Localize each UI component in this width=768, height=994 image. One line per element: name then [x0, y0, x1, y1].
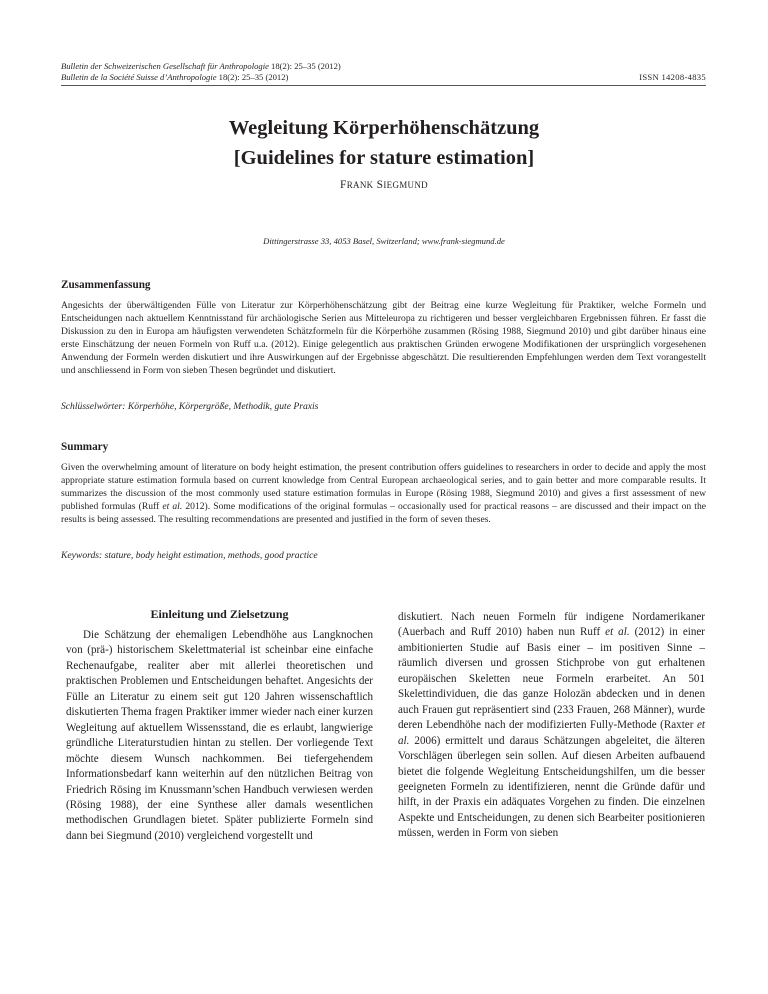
author-last-initial: S: [376, 179, 384, 191]
journal-ref-fr: 18(2): 25–35 (2012): [216, 72, 289, 82]
body-right-column: [398, 610, 705, 842]
author-first-initial: F: [340, 179, 347, 191]
schluesselwoerter: Schlüsselwörter: Körperhöhe, Körpergröße, Methodik, gute Praxis: [61, 401, 319, 412]
body-text-part: (2012) in einer ambitionierten Studie auf Basis einer – im positiven Sinne – räumlich diversen und grossen Stichprobe von gut erhaltenen europäischen Skeletten neue Formeln erarbeitet. An 501 Skelettindividuen, die das ganze Holozän abdecken und in denen auch Frauen gut repräsentiert sind (233 Frauen, 268 Männer), wurde deren Lebendhöhe nach der modifizierten Fully-Methode (Raxter: [398, 626, 705, 732]
body-left-column: Die Schätzung der ehemaligen Lebendhöhe aus Langknochen von (prä-) historischem Skelettmaterial ist scheinbar eine einfache Rechenaufgabe, realiter aber mit allerlei theoretischen und praktischen Problemen und Entscheidungen behaftet. Angesichts der Fülle an Literatur zu einem seit gut 120 Jahren wissenschaftlich diskutierten Thema fragen Praktiker immer wieder nach einer kurzen Wegleitung auf aktuellem Wissensstand, die es erlaubt, langwierige gründliche Literaturstudien hintan zu stellen. Der vorliegende Text möchte diesem Wunsch nachkommen. Bei tiefergehendem Informationsbedarf kann weiterhin auf den nützlichen Beitrag von Friedrich Rösing im Knussmann’schen Handbuch verwiesen werden (Rösing 1988), der eine Synthese aller damals wesentlichen methodischen Grundlagen bietet. Später publizierte Formeln sind dann bei Siegmund (2010) vergleichend vorgestellt und: [66, 629, 373, 842]
running-header: [61, 61, 706, 83]
journal-line-fr: [61, 72, 706, 83]
header-divider: [61, 85, 706, 86]
issn: ISSN 14208-4835: [639, 72, 706, 82]
summary-text-part: Given the overwhelming amount of literature on body height estimation, the present contribution offers guidelines to researchers in order to decide and apply the most appropriate stature estimation formula based on current knowledge from Central European archaeological series, and to gain better and more comparable results. It summarizes the discussion of the most commonly used stature estimation formulas in Europe (Rösing 1988, Siegmund 2010) and gives a first assessment of new published formulas (Ruff: [61, 462, 706, 513]
title-english: [Guidelines for stature estimation]: [233, 147, 535, 169]
zusammenfassung-heading: Zusammenfassung: [61, 279, 151, 291]
author-address: Dittingerstrasse 33, 4053 Basel, Switzerland; www.frank-siegmund.de: [263, 236, 505, 246]
summary-keywords: Keywords: stature, body height estimation, methods, good practice: [61, 550, 318, 561]
title-german: Wegleitung Körperhöhenschätzung: [228, 117, 540, 139]
author-last-rest: IEGMUND: [383, 180, 428, 190]
journal-name-fr: Bulletin de la Société Suisse d’Anthropologie: [61, 72, 217, 82]
body-etal: et al.: [398, 719, 705, 747]
summary-text-part: 2012). Some modifications of the original formulas – occasionally used for practical reasons – are discussed and their impact on the results is being assessed. The resulting recommendations are presented and justified in the form of seven theses.: [61, 501, 707, 526]
summary-heading: Summary: [61, 441, 109, 453]
body-etal: et al.: [605, 626, 630, 639]
summary-etal: et al.: [162, 501, 183, 513]
journal-line-de: [61, 61, 706, 72]
body-text-part: diskutiert. Nach neuen Formeln für indigene Nordamerikaner (Auerbach and Ruff 2010) haben nun Ruff: [398, 611, 705, 639]
section-heading-einleitung: Einleitung und Zielsetzung: [150, 607, 289, 621]
journal-ref-de: 18(2): 25–35 (2012): [268, 61, 341, 71]
author-name: [0, 179, 768, 191]
body-text-part: 2006) ermittelt und daraus Schätzungen abgeleitet, die älteren Vorschlägen überlegen sein sollen. Auf diesen Arbeiten aufbauend bietet die folgende Wegleitung Entscheidungshilfen, um die besser geeigneten Formeln zu identifizieren, nennt die Gründe dafür und hilft, in der Praxis ein adäquates Vorgehen zu finden. Die einzelnen Aspekte und Entscheidungen, zu denen sich Bearbeiter positionieren müssen, werden in Form von sieben: [398, 734, 705, 840]
author-first-rest: RANK: [346, 180, 374, 190]
journal-name-de: Bulletin der Schweizerischen Gesellschaft für Anthropologie: [61, 61, 269, 71]
zusammenfassung-text: Angesichts der überwältigenden Fülle von Literatur zur Körperhöhenschätzung gibt der Beitrag eine kurze Wegleitung für Praktiker, welche Formeln und Entscheidungen nach aktuellem Kenntnisstand für archäologische Serien aus Mitteleuropa zu richtigeren und besser vergleichbaren Ergebnissen führen. Er fasst die Diskussion zu den in Europa am häufigsten verwendeten Schätzformeln für die Körperhöhe zusammen (Rösing 1988, Siegmund 2010) und gibt darüber hinaus eine erste Einschätzung der neuen Formeln von Ruff u.a. (2012). Einige gelegentlich aus praktischen Gründen erwogene Modifikationen der ursprünglich vorgesehenen Anwendung der Formeln werden diskutiert und ihre Auswirkungen auf der Ergebnisse abgeschätzt. Die resultierenden Empfehlungen werden dem Text vorangestellt und anschliessend in Form von sieben Thesen begründet und diskutiert.: [61, 300, 706, 377]
summary-text: [61, 461, 706, 526]
